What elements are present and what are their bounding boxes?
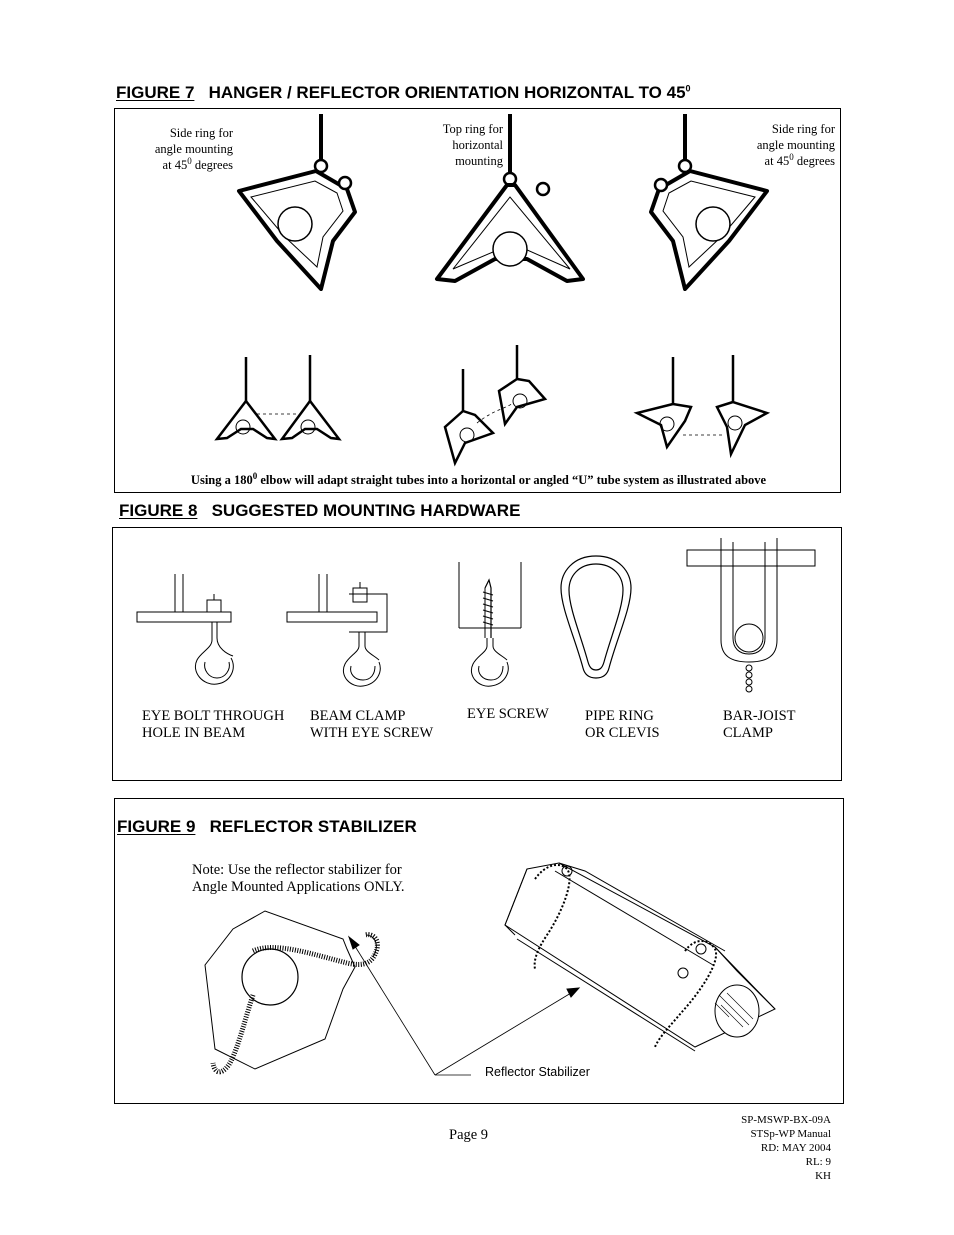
figure8-number: FIGURE 8 <box>119 501 198 520</box>
label-side-ring-left: Side ring for angle mounting at $45^0$ degrees <box>154 126 233 172</box>
figure7-heading <box>116 83 691 103</box>
small-pair-left <box>217 355 339 439</box>
figure8-box <box>112 527 842 781</box>
figure8-heading <box>119 501 520 521</box>
figure9-note: Note: Use the reflector stabilizer for Angle Mounted Applications ONLY. <box>192 862 405 895</box>
pipe-ring-drawing <box>561 556 631 678</box>
figure8-drawing <box>113 528 843 782</box>
bar-joist-clamp-drawing <box>687 538 815 692</box>
stabilizer-reflector-view <box>505 863 775 1051</box>
beam-clamp-drawing <box>287 574 387 686</box>
eye-screw-drawing <box>459 562 521 686</box>
figure9-title: REFLECTOR STABILIZER <box>209 817 417 836</box>
small-pair-center <box>445 345 545 463</box>
figure7-title-degree: 0 <box>685 83 691 94</box>
doc-code-line: STSp-WP Manual <box>750 1128 831 1140</box>
label-top-ring-center: Top ring for horizontal mounting <box>442 122 503 168</box>
stabilizer-cross-section <box>205 911 377 1072</box>
doc-code-line: RL: 9 <box>805 1156 831 1168</box>
doc-code-line: RD: MAY 2004 <box>760 1142 831 1154</box>
figure9-drawing <box>115 799 845 1105</box>
figure7-title: HANGER / REFLECTOR ORIENTATION HORIZONTAL TO 45 <box>208 83 686 102</box>
label-bar-joist: BAR-JOIST CLAMP <box>723 708 796 741</box>
figure8-title: SUGGESTED MOUNTING HARDWARE <box>211 501 521 520</box>
page-number: Page 9 <box>449 1127 489 1143</box>
eye-bolt-drawing <box>137 574 233 684</box>
figure9-number: FIGURE 9 <box>117 817 196 836</box>
small-pair-right <box>637 355 767 454</box>
doc-code-line: SP-MSWP-BX-09A <box>741 1114 831 1126</box>
callout-reflector-stabilizer: Reflector Stabilizer <box>485 1065 590 1079</box>
document-code-block <box>700 1113 831 1183</box>
figure7-caption: Using a $180^0$ elbow will adapt straight tubes into a horizontal or angled “U” tube system as illustrated above <box>190 470 767 487</box>
callout-leaders <box>349 937 579 1075</box>
doc-code-line: KH <box>815 1170 831 1182</box>
label-eye-bolt: EYE BOLT THROUGH HOLE IN BEAM <box>142 708 285 741</box>
label-eye-screw: EYE SCREW <box>467 706 549 722</box>
label-pipe-ring: PIPE RING OR CLEVIS <box>585 708 660 741</box>
figure7-box <box>114 108 841 493</box>
figure7-number: FIGURE 7 <box>116 83 195 102</box>
hanger-large-left <box>239 114 355 289</box>
figure9-box <box>114 798 844 1104</box>
label-side-ring-right: Side ring for angle mounting at $45^0$ degrees <box>756 122 835 168</box>
label-beam-clamp: BEAM CLAMP WITH EYE SCREW <box>310 708 434 741</box>
